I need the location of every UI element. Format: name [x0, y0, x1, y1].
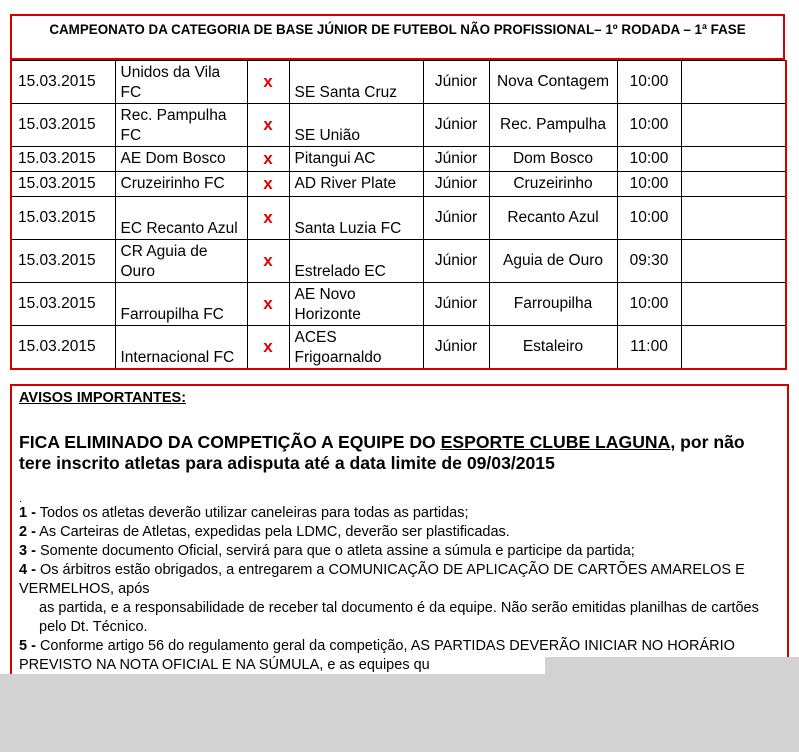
notice-number: 3 - [19, 543, 36, 559]
kickoff-time: 10:00 [617, 197, 681, 240]
empty-cell [681, 172, 786, 197]
notice-text: as partida, e a responsabilidade de receber tal documento é da equipe. Não serão emitidas planilhas de cartões pelo Dt. Técnico. [39, 600, 759, 635]
venue: Aguia de Ouro [489, 240, 617, 283]
home-team: Farroupilha FC [115, 283, 247, 326]
notice-item [19, 561, 781, 599]
empty-cell [681, 326, 786, 370]
notice-number: 1 - [19, 505, 36, 521]
empty-cell [681, 283, 786, 326]
home-team: Internacional FC [115, 326, 247, 370]
empty-cell [681, 197, 786, 240]
venue: Cruzeirinho [489, 172, 617, 197]
category: Júnior [423, 61, 489, 104]
kickoff-time: 10:00 [617, 172, 681, 197]
kickoff-time: 11:00 [617, 326, 681, 370]
fixture-row [11, 240, 786, 283]
match-date: 15.03.2015 [11, 61, 115, 104]
kickoff-time: 10:00 [617, 283, 681, 326]
fixture-row [11, 326, 786, 370]
empty-cell [681, 147, 786, 172]
match-date: 15.03.2015 [11, 283, 115, 326]
fixture-row [11, 147, 786, 172]
venue: Estaleiro [489, 326, 617, 370]
away-team: SE União [289, 104, 423, 147]
notice-item [19, 523, 781, 542]
match-date: 15.03.2015 [11, 104, 115, 147]
category: Júnior [423, 197, 489, 240]
versus-mark: x [247, 283, 289, 326]
notice-text: Os árbitros estão obrigados, a entregarem a COMUNICAÇÃO DE APLICAÇÃO DE CARTÕES AMARELOS E VERMELHOS, após [19, 562, 745, 597]
versus-mark: x [247, 326, 289, 370]
away-team: AE Novo Horizonte [289, 283, 423, 326]
kickoff-time: 10:00 [617, 147, 681, 172]
home-team: Cruzeirinho FC [115, 172, 247, 197]
venue: Dom Bosco [489, 147, 617, 172]
elimination-notice [19, 432, 781, 474]
category: Júnior [423, 104, 489, 147]
notices-box [10, 384, 789, 684]
fixtures-table [10, 60, 787, 370]
category: Júnior [423, 240, 489, 283]
empty-cell [681, 240, 786, 283]
grey-overlay [0, 674, 799, 752]
notice-text: Conforme artigo 56 do regulamento geral da competição, AS PARTIDAS DEVERÃO INICIAR NO HORÁRIO PREVISTO NA NOTA OFICIAL E NA SÚMULA, e as equipes qu [19, 638, 735, 673]
fixture-row [11, 197, 786, 240]
category: Júnior [423, 172, 489, 197]
separator-dot: . [19, 493, 23, 505]
empty-cell [681, 61, 786, 104]
versus-mark: x [247, 172, 289, 197]
home-team: Unidos da Vila FC [115, 61, 247, 104]
notice-text: Somente documento Oficial, servirá para que o atleta assine a súmula e participe da partida; [35, 543, 635, 559]
fixture-row [11, 104, 786, 147]
venue: Farroupilha [489, 283, 617, 326]
home-team: AE Dom Bosco [115, 147, 247, 172]
notice-number: 2 - [19, 524, 36, 540]
away-team: Estrelado EC [289, 240, 423, 283]
notice-item [19, 542, 781, 561]
fixture-row [11, 61, 786, 104]
match-date: 15.03.2015 [11, 240, 115, 283]
elimination-text-before: FICA ELIMINADO DA COMPETIÇÃO A EQUIPE DO [19, 432, 441, 452]
versus-mark: x [247, 104, 289, 147]
elimination-text-after: , por não tere inscrito atletas para adisputa até a data limite de 09/03/2015 [19, 432, 745, 473]
eliminated-team: ESPORTE CLUBE LAGUNA [440, 432, 671, 452]
notice-text: As Carteiras de Atletas, expedidas pela LDMC, deverão ser plastificadas. [35, 524, 510, 540]
versus-mark: x [247, 197, 289, 240]
fixture-row [11, 283, 786, 326]
home-team: CR Aguia de Ouro [115, 240, 247, 283]
versus-mark: x [247, 147, 289, 172]
away-team: Santa Luzia FC [289, 197, 423, 240]
match-date: 15.03.2015 [11, 172, 115, 197]
kickoff-time: 09:30 [617, 240, 681, 283]
category: Júnior [423, 283, 489, 326]
match-date: 15.03.2015 [11, 326, 115, 370]
versus-mark: x [247, 240, 289, 283]
match-date: 15.03.2015 [11, 197, 115, 240]
notice-number: 5 - [19, 638, 36, 654]
page-title: CAMPEONATO DA CATEGORIA DE BASE JÚNIOR DE FUTEBOL NÃO PROFISSIONAL– 1º RODADA – 1ª FASE [10, 14, 785, 60]
kickoff-time: 10:00 [617, 104, 681, 147]
venue: Recanto Azul [489, 197, 617, 240]
fixture-row [11, 172, 786, 197]
notice-item [19, 504, 781, 523]
empty-cell [681, 104, 786, 147]
home-team: EC Recanto Azul [115, 197, 247, 240]
category: Júnior [423, 147, 489, 172]
venue: Nova Contagem [489, 61, 617, 104]
notice-number: 4 - [19, 562, 36, 578]
category: Júnior [423, 326, 489, 370]
versus-mark: x [247, 61, 289, 104]
venue: Rec. Pampulha [489, 104, 617, 147]
away-team: Pitangui AC [289, 147, 423, 172]
kickoff-time: 10:00 [617, 61, 681, 104]
away-team: ACES Frigoarnaldo [289, 326, 423, 370]
notice-list [19, 504, 781, 675]
match-date: 15.03.2015 [11, 147, 115, 172]
home-team: Rec. Pampulha FC [115, 104, 247, 147]
notice-item [19, 599, 781, 637]
notice-text: Todos os atletas deverão utilizar caneleiras para todas as partidas; [35, 505, 469, 521]
away-team: SE Santa Cruz [289, 61, 423, 104]
notices-title: AVISOS IMPORTANTES: [19, 390, 187, 406]
away-team: AD River Plate [289, 172, 423, 197]
